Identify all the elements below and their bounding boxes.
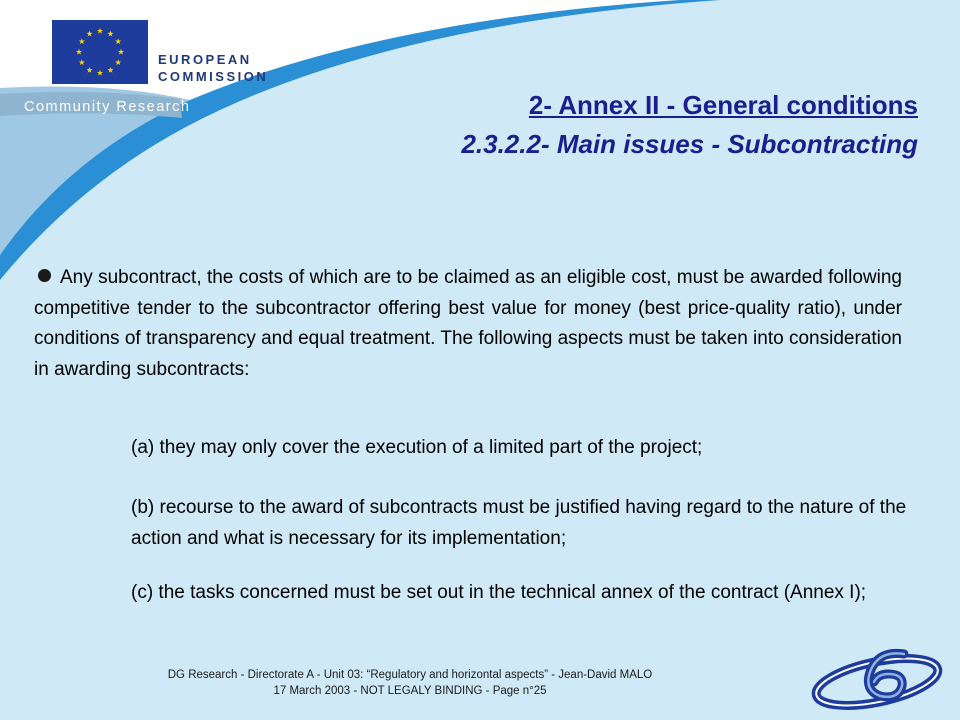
main-paragraph bbox=[34, 263, 902, 385]
list-item-b: (b) recourse to the award of subcontracts must be justified having regard to the nature of the action and what is necessary for its implementation; bbox=[131, 497, 907, 549]
bullet-icon bbox=[38, 269, 51, 282]
organization-name-line2: COMMISSION bbox=[158, 69, 269, 84]
footer-line2: 17 March 2003 - NOT LEGALY BINDING - Page n°25 bbox=[273, 685, 547, 697]
eu-flag-logo bbox=[52, 20, 148, 84]
slide-subtitle: 2.3.2.2- Main issues - Subcontracting bbox=[461, 129, 918, 159]
fp6-logo bbox=[808, 640, 946, 712]
slide-title: 2- Annex II - General conditions bbox=[528, 90, 918, 120]
list-item-a: (a) they may only cover the execution of a limited part of the project; bbox=[131, 437, 703, 458]
list-item-c: (c) the tasks concerned must be set out in the technical annex of the contract (Annex I); bbox=[131, 582, 867, 603]
organization-name-line1: EUROPEAN bbox=[158, 52, 252, 67]
main-paragraph-text: Any subcontract, the costs of which are to be claimed as an eligible cost, must be awarded following competitive tender to the subcontractor offering best value for money (best price-quality ratio), under conditions of transparency and equal treatment. The following aspects must be taken into consideration in awarding subcontracts: bbox=[34, 267, 902, 380]
unit-name: Community Research bbox=[24, 99, 191, 115]
footer-line1: DG Research - Directorate A - Unit 03: “Regulatory and horizontal aspects” - Jean-David MALO bbox=[167, 669, 653, 681]
